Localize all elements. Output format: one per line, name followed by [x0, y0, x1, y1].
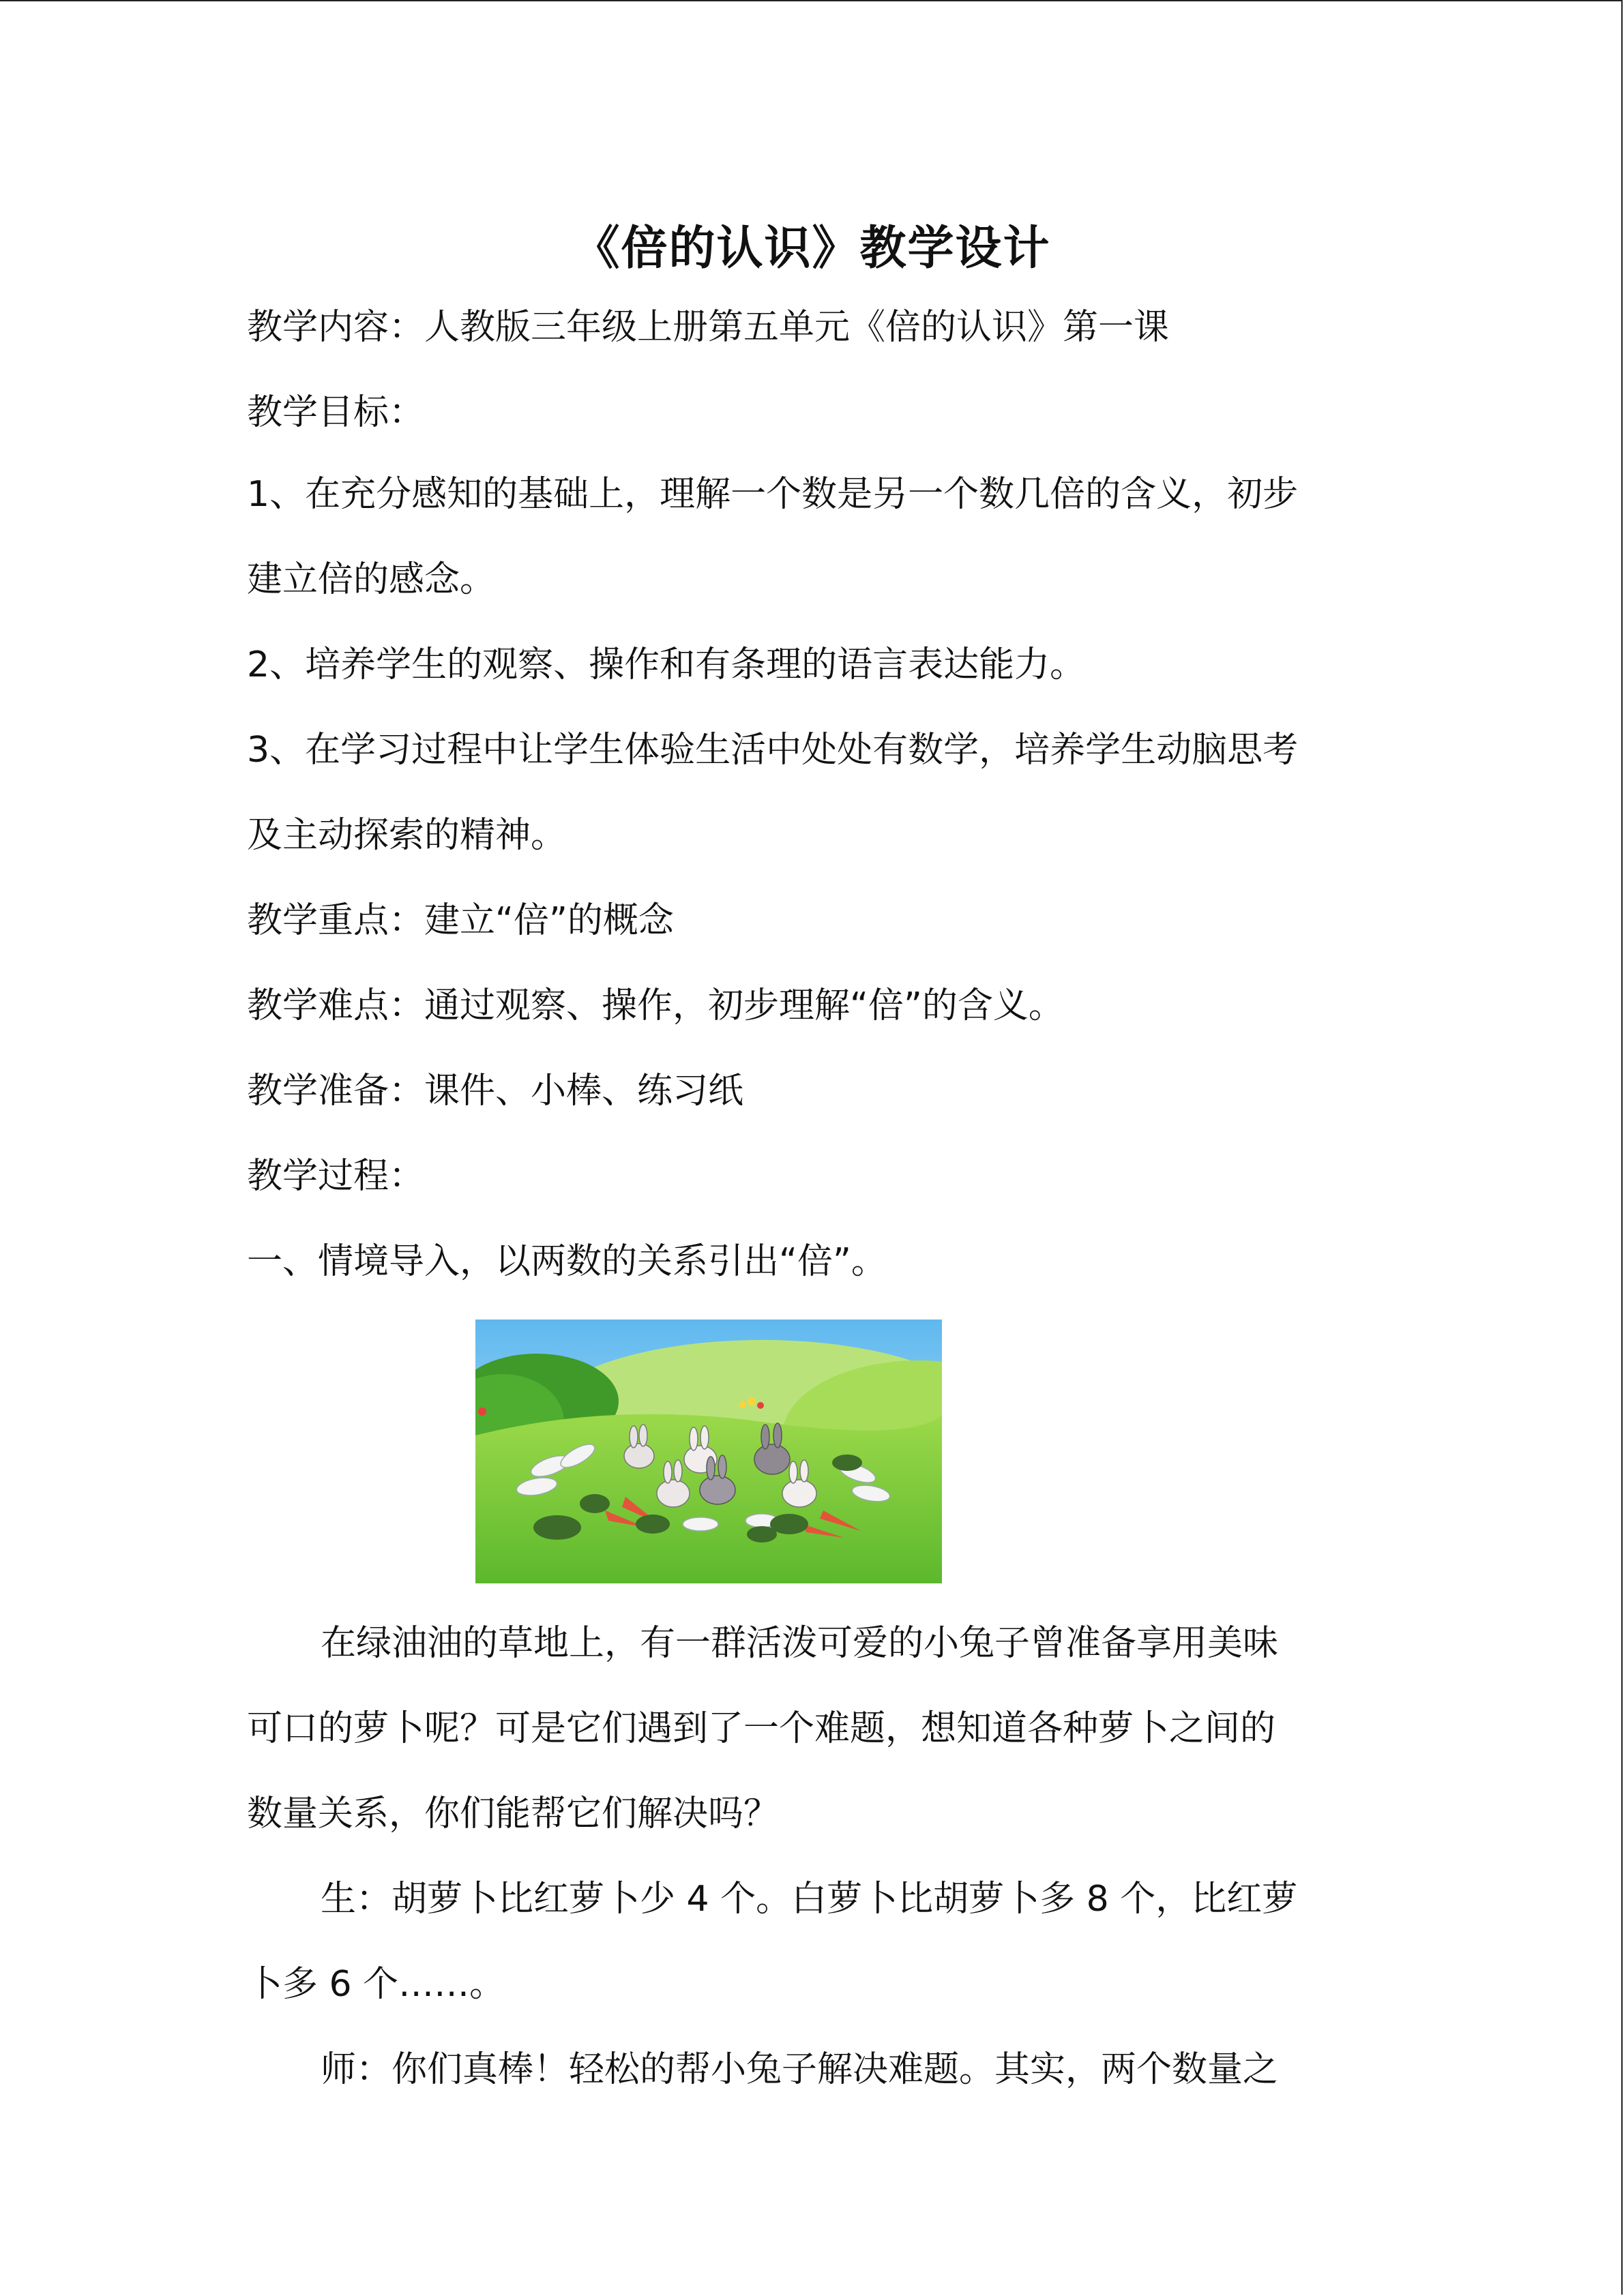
section-1-heading: 一、情境导入，以两数的关系引出“倍”。: [247, 1241, 887, 1282]
goal-1-line-2: 建立倍的感念。: [247, 559, 496, 600]
key-point: 教学重点：建立“倍”的概念: [247, 900, 674, 941]
rabbits-carrots-meadow-illustration: [475, 1320, 942, 1583]
preparation: 教学准备：课件、小棒、练习纸: [247, 1071, 744, 1112]
student-answer-line-1: 生：胡萝卜比红萝卜少 4 个。白萝卜比胡萝卜多 8 个，比红萝: [321, 1879, 1298, 1920]
process-heading: 教学过程：: [247, 1156, 425, 1197]
teacher-remark-line-1: 师：你们真棒！轻松的帮小兔子解决难题。其实，两个数量之: [321, 2049, 1279, 2090]
student-answer-line-2: 卜多 6 个……。: [247, 1964, 505, 2005]
paragraph-1-line-2: 可口的萝卜呢？可是它们遇到了一个难题，想知道各种萝卜之间的: [247, 1708, 1276, 1749]
document-title: 《倍的认识》教学设计: [573, 221, 1051, 275]
paragraph-1-line-3: 数量关系，你们能帮它们解决吗？: [247, 1793, 780, 1834]
goal-2: 2、培养学生的观察、操作和有条理的语言表达能力。: [247, 644, 1086, 685]
difficulty: 教学难点：通过观察、操作，初步理解“倍”的含义。: [247, 985, 1064, 1026]
goal-1-line-1: 1、在充分感知的基础上，理解一个数是另一个数几倍的含义，初步: [247, 474, 1299, 515]
goal-3-line-2: 及主动探索的精神。: [247, 815, 567, 856]
goal-3-line-1: 3、在学习过程中让学生体验生活中处处有数学，培养学生动脑思考: [247, 730, 1299, 771]
goals-heading: 教学目标：: [247, 392, 425, 433]
teaching-content: 教学内容：人教版三年级上册第五单元《倍的认识》第一课: [247, 307, 1170, 348]
paragraph-1-line-1: 在绿油油的草地上，有一群活泼可爱的小兔子曾准备享用美味: [321, 1623, 1279, 1664]
